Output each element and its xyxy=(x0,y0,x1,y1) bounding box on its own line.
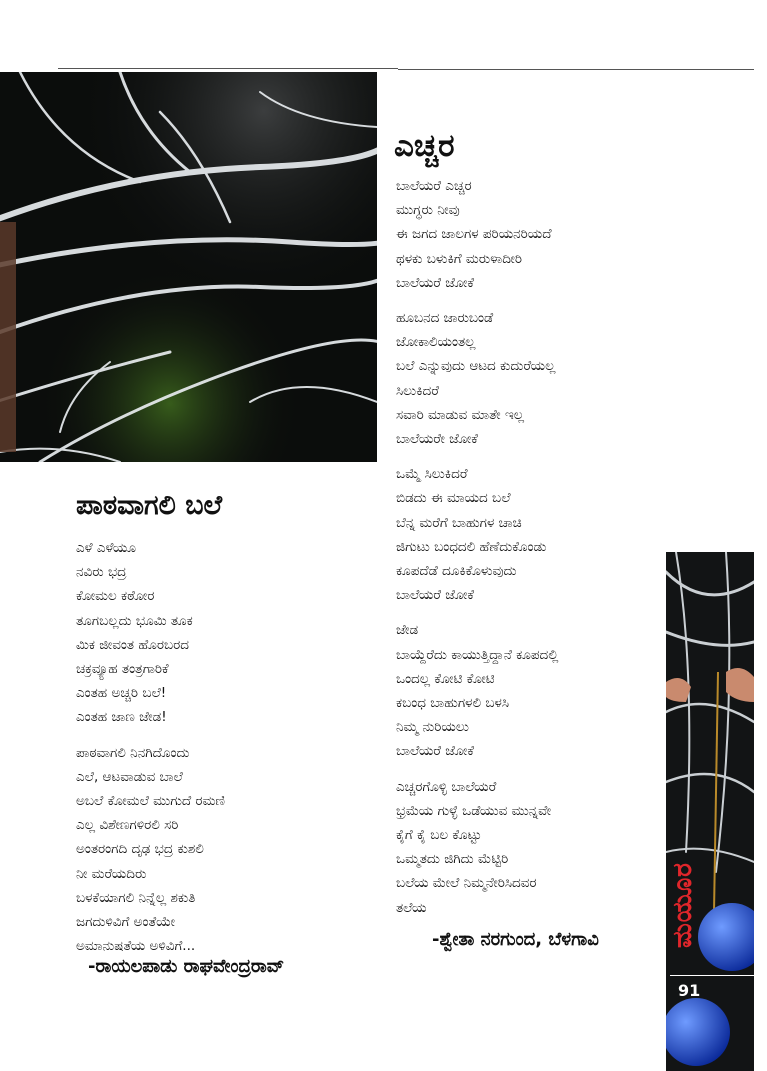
poem-line: ಬಲೆಯ ಮೇಲೆ ನಿಮ್ಮನೇರಿಸಿದವರ xyxy=(396,875,537,892)
poem-line: ಭ್ರಮೆಯ ಗುಳ್ಳೆ ಒಡೆಯುವ ಮುನ್ನವೇ xyxy=(396,802,552,819)
stanza-right-4 xyxy=(396,618,558,763)
author-right: -ಶ್ವೇತಾ ನರಗುಂದ, ಬೆಳಗಾವಿ xyxy=(432,929,599,950)
poem-line: ಥಳಕು ಬಳುಕಿಗೆ ಮರುಳಾದೀರಿ xyxy=(396,250,523,267)
poem-line: ಕೋಮಲ ಕಠೋರ xyxy=(76,588,155,605)
poem-line: ಎಲ್ಲ ವಿಶೇಣಗಳಿರಲಿ ಸರಿ xyxy=(76,817,179,834)
poem-line: ನವಿರು ಭದ್ರ xyxy=(76,564,127,581)
top-rule-right xyxy=(398,69,754,70)
poem-line: ಚಕ್ರವ್ಯೂಹ ತಂತ್ರಗಾರಿಕೆ xyxy=(76,661,169,678)
frosted-web-image xyxy=(0,72,377,462)
poem-line: ಬಲೆ ಎನ್ನುವುದು ಆಟದ ಕುದುರೆಯಲ್ಲ xyxy=(396,358,556,375)
poem-line: ಜಗದುಳಿವಿಗೆ ಅಂತೆಯೇ xyxy=(76,914,176,931)
spider-web-photo xyxy=(0,72,377,462)
stanza-right-3 xyxy=(396,462,558,607)
poem-line: ಜೇಡ xyxy=(396,622,419,639)
poem-line: ಬಾಲೆಯರೆ ಜೋಕೆ xyxy=(396,743,475,760)
poem-line: ಕೂಪದೆಡೆ ದೂಕಿಕೊಳುವುದು xyxy=(396,563,517,580)
poem-line: ಅಬಲೆ ಕೋಮಲೆ ಮುಗುದೆ ರಮಣಿ xyxy=(76,793,225,810)
poem-line: ತೂಗಬಲ್ಲದು ಭೂಮಿ ತೂಕ xyxy=(76,612,193,629)
poem-line: ಬಾಲೆಯರೆ ಜೋಕೆ xyxy=(396,274,475,291)
poem-line: ಎಂತಹ ಅಚ್ಚರಿ ಬಲೆ! xyxy=(76,685,167,702)
poem-line: ಸವಾರಿ ಮಾಡುವ ಮಾತೇ ಇಲ್ಲ xyxy=(396,406,525,423)
poem-line: ಎಲೆ, ಆಟವಾಡುವ ಬಾಲೆ xyxy=(76,768,183,785)
page-number: 91 xyxy=(678,981,701,1000)
poem-line: ಮಿಕ ಜೀವಂತ ಹೊರಬರದ xyxy=(76,636,189,653)
stanza-left-2 xyxy=(76,741,225,959)
poem-line: ಅಮಾನುಷತೆಯ ಅಳಿವಿಗೆ... xyxy=(76,938,196,955)
poem-line: ಬಾಲೆಯರೇ ಜೋಕೆ xyxy=(396,431,478,448)
stanza-right-5 xyxy=(396,775,558,920)
poem-title-left: ಪಾಠವಾಗಲಿ ಬಲೆ xyxy=(76,490,223,521)
poem-line: ಸಿಲುಕಿದರೆ xyxy=(396,382,439,399)
poem-line: ಜಿಗುಟು ಬಂಧದಲಿ ಹೆಣೆದುಕೊಂಡು xyxy=(396,538,547,555)
top-rule-left xyxy=(58,68,398,69)
poem-line: ಒಮ್ಮೆ ಸಿಲುಕಿದರೆ xyxy=(396,466,468,483)
poem-line: ಹೂಬನದ ಜಾರುಬಂಡೆ xyxy=(396,310,494,327)
poem-body-right xyxy=(396,174,558,931)
poem-line: ಎಳೆ ಎಳೆಯೂ xyxy=(76,540,137,556)
poem-line: ಎಂತಹ ಜಾಣ ಜೇಡ! xyxy=(76,709,167,726)
poem-line: ತಲೆಯ xyxy=(396,899,427,916)
poem-line: ಬಾಲೆಯರೆ ಎಚ್ಚರ xyxy=(396,178,472,194)
page-number-rule xyxy=(670,975,754,976)
stanza-right-1 xyxy=(396,174,558,295)
poem-title-right: ಎಚ್ಚರ xyxy=(394,128,455,164)
poem-line: ಕಬಂಧ ಬಾಹುಗಳಲಿ ಬಳಸಿ xyxy=(396,695,510,712)
poem-line: ಪಾಠವಾಗಲಿ ನಿನಗಿದೊಂದು xyxy=(76,744,190,761)
poem-line: ಜೋಕಾಲಿಯಂತಲ್ಲ xyxy=(396,334,476,351)
poem-line: ಎಚ್ಚರಗೊಳ್ಳಿ ಬಾಲೆಯರೆ xyxy=(396,778,497,795)
poem-line: ಬಿಡದು ಈ ಮಾಯದ ಬಲೆ xyxy=(396,490,511,507)
magazine-logo: ಮಯೂರ xyxy=(668,862,698,948)
poem-line: ಈ ಜಗದ ಜಾಲಗಳ ಪರಿಯನರಿಯದೆ xyxy=(396,226,552,243)
poem-line: ಬೆನ್ನ ಮರೆಗೆ ಬಾಹುಗಳ ಚಾಚಿ xyxy=(396,514,522,531)
poem-line: ಬಾಲೆಯರೆ ಜೋಕೆ xyxy=(396,587,475,604)
poem-line: ಬಳಕೆಯಾಗಲಿ ನಿನ್ನೆಲ್ಲ ಶಕುತಿ xyxy=(76,889,196,906)
poem-body-left xyxy=(76,536,225,969)
poem-line: ನೀ ಮರೆಯದಿರು xyxy=(76,865,147,882)
author-left: -ರಾಯಲಪಾಡು ರಾಘವೇಂದ್ರರಾವ್ xyxy=(88,956,285,977)
poem-line: ಒಂದಲ್ಲ ಕೋಟಿ ಕೋಟಿ xyxy=(396,670,495,687)
stanza-left-1 xyxy=(76,536,225,730)
poem-line: ಬಾಯ್ದೆರೆದು ಕಾಯುತ್ತಿದ್ದಾನೆ ಕೂಪದಲ್ಲಿ xyxy=(396,646,559,663)
poem-line: ಒಮ್ಮತದು ಜಿಗಿದು ಮೆಟ್ಟಿರಿ xyxy=(396,851,509,868)
poem-line: ಮುಗ್ಧರು ನೀವು xyxy=(396,202,460,219)
stanza-right-2 xyxy=(396,306,558,451)
poem-line: ಅಂತರಂಗದಿ ದೃಢ ಭದ್ರ ಕುಶಲಿ xyxy=(76,841,204,858)
poem-line: ನಿಮ್ಮ ನುರಿಯಲು xyxy=(396,719,469,736)
poem-line: ಕೈಗೆ ಕೈ ಬಲ ಕೊಟ್ಟು xyxy=(396,827,482,844)
